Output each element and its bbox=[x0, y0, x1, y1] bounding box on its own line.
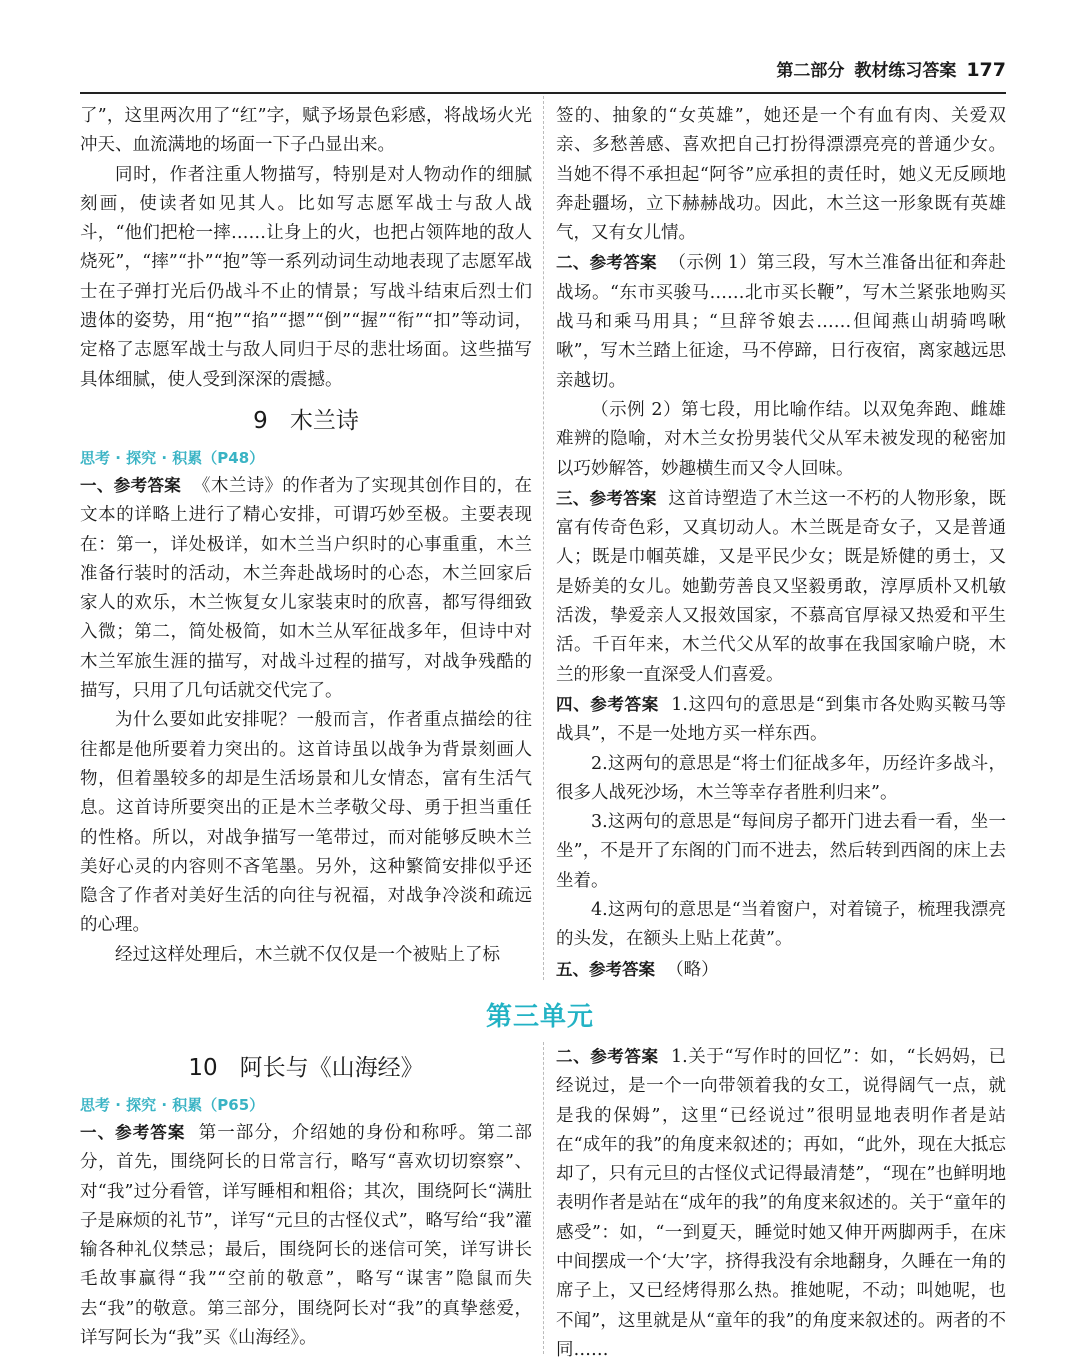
paragraph: 签的、抽象的“女英雄”，她还是一个有血有肉、关爱双亲、多愁善感、喜欢把自己打扮得漂漂亮亮的普通少女。当她不得不承担起“阿爷”应承担的责任时，她义无反顾地奔赴疆场，立下赫赫战功。因此，木兰这一形象既有英雄气，又有女儿情。 bbox=[556, 106, 1006, 244]
answer-text: 这首诗塑造了木兰这一不朽的人物形象，既富有传奇色彩，又真切动人。木兰既是奇女子，又是普通人；既是巾帼英雄，又是平民少女；既是矫健的勇士，又是娇美的女儿。她勤劳善良又坚毅勇敢，淳厚质朴又机敏活泼，挚爱亲人又报效国家，不慕高官厚禄又热爱和平生活。千百年来，木兰代父从军的故事在我国家喻户晓，木兰的形象一直深受人们喜爱。 bbox=[556, 488, 1006, 685]
answer-lead: 四、参考答案 bbox=[556, 694, 659, 714]
section-tag: 思考 · 探究 · 积累（P65） bbox=[80, 1096, 265, 1114]
lesson-9-title bbox=[80, 401, 532, 441]
lesson-number: 9 bbox=[253, 407, 268, 434]
unit-title: 第三单元 bbox=[485, 1002, 594, 1032]
answer-lead: 一、参考答案 bbox=[80, 475, 182, 495]
answer-text: （略） bbox=[666, 959, 719, 980]
paragraph: （示例 2）第七段，用比喻作结。以双兔奔跑、雌雄难辨的隐喻，对木兰女扮男装代父从军未被发现的秘密加以巧妙解答，妙趣横生而又令人回味。 bbox=[556, 399, 1006, 479]
paragraph: 同时，作者注重人物描写，特别是对人物动作的细腻刻画，使读者如见其人。比如写志愿军战士与敌人战斗，“他们把枪一摔……让身上的火，也把占领阵地的敌人烧死”，“摔”“扑”“抱”等一系列动词生动地表现了志愿军战士在子弹打光后仍战斗不止的情景；写战斗结束后烈士们遗体的姿势，用“抱”“掐”“摁”“倒”“握”“衔”“扣”等动词，定格了志愿军战士与敌人同归于尽的悲壮场面。这些描写具体细腻，使人受到深深的震撼。 bbox=[80, 164, 532, 390]
paragraph: 3.这两句的意思是“每间房子都开门进去看一看，坐一坐”，不是开了东阁的门而不进去，然后转到西阁的床上去坐着。 bbox=[556, 812, 1006, 891]
header-title: 教材练习答案 bbox=[854, 61, 957, 81]
answer-text: 第一部分，介绍她的身份和称呼。第二部分，首先，围绕阿长的日常言行，略写“喜欢切切察察”、对“我”过分看管，详写睡相和粗俗；其次，围绕阿长“满肚子是麻烦的礼节”，详写“元旦的古怪仪式”，略写给“我”灌输各种礼仪禁忌；最后，围绕阿长的迷信可笑，详写讲长毛故事赢得“我”“空前的敬意”，略写“谋害”隐鼠而失去“我”的敬意。第三部分，围绕阿长对“我”的真挚慈爱，详写阿长为“我”买《山海经》。 bbox=[80, 1123, 532, 1349]
paragraph: 2.这两句的意思是“将士们征战多年，历经许多战斗，很多人战死沙场，木兰等幸存者胜利归来”。 bbox=[556, 753, 1006, 803]
answer-text: （示例 1）第三段，写木兰准备出征和奔赴战场。“东市买骏马……北市买长鞭”，写木兰紧张地购买战马和乘马用具；“旦辞爷娘去……但闻燕山胡骑鸣啾啾”，写木兰踏上征途，马不停蹄，日行夜宿，离家越远思亲越切。 bbox=[556, 253, 1006, 391]
answer-lead: 五、参考答案 bbox=[556, 959, 655, 979]
running-header bbox=[776, 56, 1006, 84]
answer-lead: 二、参考答案 bbox=[556, 253, 657, 273]
answer-2 bbox=[556, 1042, 1006, 1365]
answer-text: 1.这四句的意思是“到集市各处购买鞍马等战具”，不是一处地方买一样东西。 bbox=[556, 694, 1006, 745]
lesson-name: 阿长与《山海经》 bbox=[239, 1055, 424, 1081]
paragraph: 了”，这里两次用了“红”字，赋予场景色彩感，将战场火光冲天、血流满地的场面一下子凸显出来。 bbox=[80, 106, 532, 156]
header-rule bbox=[80, 92, 1006, 94]
answer-lead: 一、参考答案 bbox=[80, 1123, 186, 1142]
answer-lead: 三、参考答案 bbox=[556, 488, 657, 508]
answer-2 bbox=[556, 248, 1006, 395]
paragraph: 4.这两句的意思是“当着窗户，对着镜子，梳理我漂亮的头发，在额头上贴上花黄”。 bbox=[556, 900, 1006, 950]
answer-3 bbox=[556, 484, 1006, 690]
answer-1 bbox=[80, 1118, 532, 1353]
page-number: 177 bbox=[966, 59, 1006, 81]
left-column-bottom bbox=[80, 1042, 532, 1353]
answer-4 bbox=[556, 690, 1006, 750]
right-column-top bbox=[556, 102, 1006, 985]
answer-lead: 二、参考答案 bbox=[556, 1047, 659, 1066]
answer-5 bbox=[556, 955, 1006, 985]
answer-text: 1.关于“写作时的回忆”：如，“长妈妈，已经说过，是一个一向带领着我的女工，说得阔气一点，就是我的保姆”，这里“已经说过”很明显地表明作者是站在“成年的我”的角度来叙述的；再如，“此外，现在大抵忘却了，只有元旦的古怪仪式记得最清楚”，“现在”也鲜明地表明作者是站在“成年的我”的角度来叙述的。关于“童年的感受”：如，“一到夏天，睡觉时她又伸开两脚两手，在床中间摆成一个‘大’字，挤得我没有余地翻身，久睡在一角的席子上，又已经烤得那么热。推她呢，不动；叫她呢，也不闻”，这里就是从“童年的我”的角度来叙述的。两者的不同…… bbox=[556, 1047, 1006, 1360]
section-tag: 思考 · 探究 · 积累（P48） bbox=[80, 448, 265, 467]
paragraph: 经过这样处理后，木兰就不仅仅是一个被贴上了标 bbox=[115, 944, 500, 965]
paragraph: 为什么要如此安排呢？一般而言，作者重点描绘的往往都是他所要着力突出的。这首诗虽以战争为背景刻画人物，但着墨较多的却是生活场景和儿女情态，富有生活气息。这首诗所要突出的正是木兰孝敬父母、勇于担当重任的性格。所以，对战争描写一笔带过，而对能够反映木兰美好心灵的内容则不吝笔墨。另外，这种繁简安排似乎还隐含了作者对美好生活的向往与祝福，对战争冷淡和疏远的心理。 bbox=[80, 710, 532, 936]
column-divider bbox=[543, 96, 544, 980]
answer-text: 《木兰诗》的作者为了实现其创作目的，在文本的详略上进行了精心安排，可谓巧妙至极。主要表现在：第一，详处极详，如木兰当户织时的心事重重，木兰准备行装时的活动，木兰奔赴战场时的心态，木兰回家后家人的欢乐，木兰恢复女儿家装束时的欣喜，都写得细致入微；第二，简处极简，如木兰从军征战多年，但诗中对木兰军旅生涯的描写，对战斗过程的描写，对战争残酷的描写，只用了几句话就交代完了。 bbox=[80, 475, 533, 702]
lesson-number: 10 bbox=[188, 1055, 218, 1081]
left-column-top bbox=[80, 102, 532, 970]
column-divider bbox=[543, 1042, 544, 1354]
header-section: 第二部分 bbox=[776, 61, 845, 81]
right-column-bottom bbox=[556, 1042, 1006, 1365]
lesson-name: 木兰诗 bbox=[289, 407, 359, 434]
lesson-10-title bbox=[80, 1048, 532, 1088]
answer-1 bbox=[80, 471, 532, 706]
